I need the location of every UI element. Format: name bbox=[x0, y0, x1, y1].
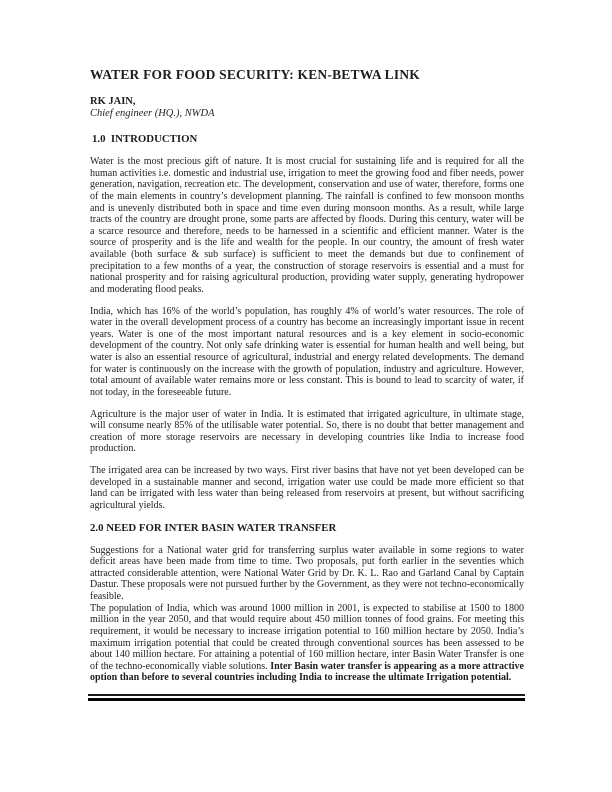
paragraph-agriculture-user: Agriculture is the major user of water in India. It is estimated that irrigated agriculture, in ultimate stage, will consume nearly 85% of the utilisable water potential. So, there is no doubt that better management and creation of more storage reservoirs are necessary in developing countries like India to increase food production. bbox=[90, 408, 524, 455]
page-title: WATER FOR FOOD SECURITY: KEN-BETWA LINK bbox=[90, 67, 420, 82]
paragraph-population-projection bbox=[90, 603, 524, 684]
paragraph-india-population: India, which has 16% of the world’s population, has roughly 4% of world’s water resources. The role of water in the overall development process of a country has become an increasingly important issue in recent years. Water is one of the most important natural resources and is a key element in socio-economic development of the country. Not only safe drinking water is essential for human health and well being, but water is also an essential resource of agricultural, industrial and energy related developments. The demand for water is continuously on the increase with the growth of population, industry and agriculture. However, total amount of available water remains more or less constant. This is bound to lead to scarcity of water, if not today, in the foreseeable future. bbox=[90, 305, 524, 398]
paragraph-national-water-grid: Suggestions for a National water grid for transferring surplus water available in some regions to water deficit areas have been made from time to time. Two proposals, put forth earlier in the seventies which attracted considerable attention, were National Water Grid by Dr. K. L. Rao and Garland Canal by Captain Dastur. These proposals were not pursued further by the Government, as they were not techno-economically feasible. bbox=[90, 544, 524, 602]
paragraph-population-plain-text: The population of India, which was around 1000 million in 2001, is expected to stabilise at 1500 to 1800 million in the year 2050, and that would require about 450 million tonnes of food grains. For meeting this requirement, it would be necessary to increase irrigation potential to 160 million hectare by 2050. India’s maximum irrigation potential that could be created through conventional sources has been assessed to be about 140 million hectare. For attaining a potential of 160 million hectare, inter Basin Water Transfer is one of the techno-economically viable solutions. bbox=[90, 602, 524, 672]
page-content bbox=[90, 67, 524, 701]
author-affiliation: Chief engineer (HQ.), NWDA bbox=[90, 108, 215, 119]
paragraph-water-gift: Water is the most precious gift of nature. It is most crucial for sustaining life and is required for all the human activities i.e. domestic and industrial use, irrigation to meet the growing food and fiber needs, power generation, navigation, recreation etc. The development, conservation and use of water, therefore, forms one of the main elements in country’s development planning. The rainfall is confined to few monsoon months and is unevenly distributed both in space and time even during monsoon months. As a result, while large tracts of the country are drought prone, some parts are affected by floods. During this century, water will be a scarce resource and therefore, needs to be harnessed in a scientific and efficient manner. Water is the source of prosperity and is the life and wealth for the people. In our country, the amount of fresh water available (both surface & sub surface) is sufficient to meet the demands but due to confinement of precipitation to a few months of a year, the construction of storage reservoirs is essential and a must for national prosperity and for raising agricultural production, providing water supply, generating hydropower and moderating flood peaks. bbox=[90, 156, 524, 295]
section-heading-introduction: 1.0 INTRODUCTION bbox=[92, 133, 198, 145]
bold-conclusion-text: Inter Basin water transfer is appearing as a more attractive option than before to several countries including India to increase the ultimate Irrigation potential. bbox=[90, 660, 524, 684]
footer-double-rule bbox=[88, 694, 525, 701]
paragraph-irrigated-area: The irrigated area can be increased by two ways. First river basins that have not yet been developed can be developed in a sustainable manner and second, irrigation water use could be made more efficient so that land can be irrigated with less water than being released from reservoirs at present, but without sacrificing agricultural yields. bbox=[90, 465, 524, 511]
author-block bbox=[90, 96, 524, 120]
section-heading-inter-basin-transfer: 2.0 NEED FOR INTER BASIN WATER TRANSFER bbox=[90, 521, 337, 534]
author-name: RK JAIN, bbox=[90, 96, 136, 107]
